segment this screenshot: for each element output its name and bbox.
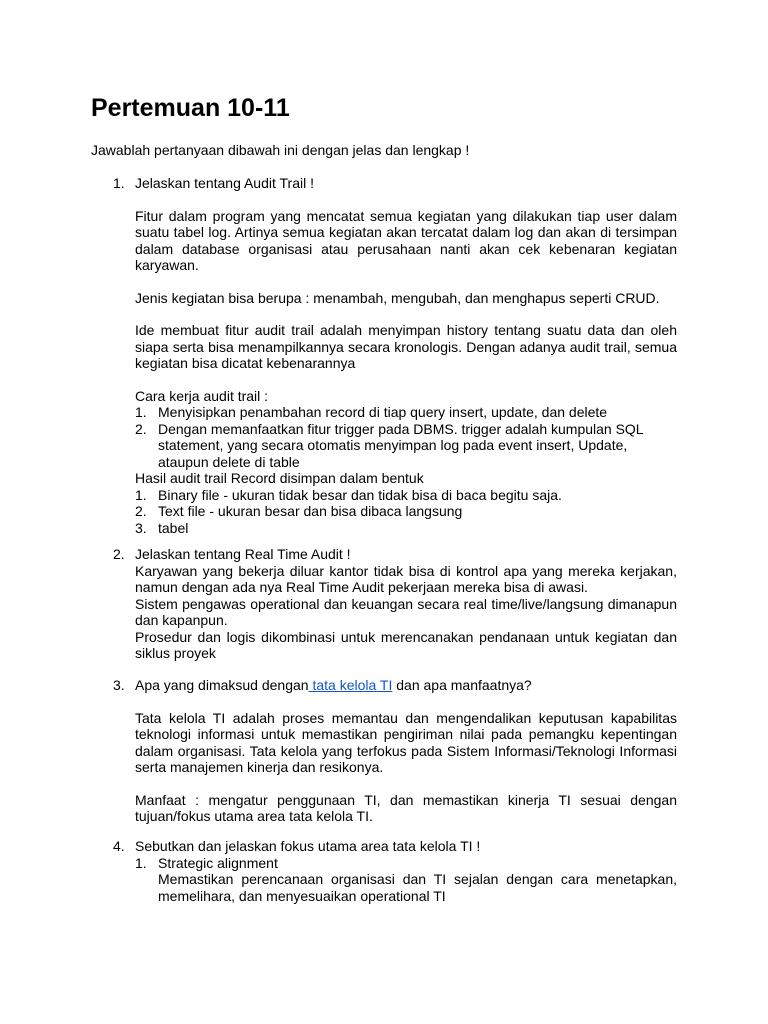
question-text: Apa yang dimaksud dengan tata kelola TI dan apa manfaatnya? [135, 677, 532, 693]
list-item: 2. Text file - ukuran besar dan bisa dibaca langsung [135, 503, 463, 519]
question-1 [91, 175, 677, 536]
question-text: Sebutkan dan jelaskan fokus utama area tata kelola TI ! [135, 838, 481, 854]
list-item: 1. Menyisipkan penambahan record di tiap query insert, update, dan delete [135, 404, 608, 420]
list-item: 2. Dengan memanfaatkan fitur trigger pada DBMS. trigger adalah kumpulan SQL statement, yang secara otomatis menyimpan log pada event insert, Update, ataupun delete di table [135, 420, 644, 470]
hasil-heading: Hasil audit trail Record disimpan dalam bentuk [135, 470, 424, 486]
list-item: 1. Strategic alignment Memastikan perencanaan organisasi dan TI sejalan dengan cara menetapkan, memelihara, dan menyesuaikan operational TI [135, 854, 677, 904]
page-title: Pertemuan 10-11 [91, 94, 290, 122]
list-item: 3. tabel [135, 519, 189, 536]
question-number: 3. [113, 677, 125, 693]
hasil-list [135, 487, 677, 537]
answer-paragraph: Fitur dalam program yang mencatat semua kegiatan yang dilakukan tiap user dalam suatu tabel log. Artinya semua kegiatan akan tercatat dalam log dan akan di tersimpan dalam database organisasi atau perusahaan nanti akan cek kebenaran kegiatan karyawan. [135, 207, 677, 273]
answer-paragraph: Manfaat : mengatur penggunaan TI, dan memastikan kinerja TI sesuai dengan tujuan/fokus utama area tata kelola TI. [135, 791, 677, 824]
cara-list [135, 404, 677, 470]
question-number: 4. [113, 838, 125, 854]
answer-paragraph: Sistem pengawas operational dan keuangan secara real time/live/langsung dimanapun dan kapanpun. [135, 595, 677, 628]
focus-label: Strategic alignment [158, 854, 278, 871]
focus-list [135, 855, 677, 905]
question-number: 1. [113, 175, 125, 191]
answer-paragraph: Ide membuat fitur audit trail adalah menyimpan history tentang suatu data dan oleh siapa serta bisa menampilkannya secara kronologis. Dengan adanya audit trail, semua kegiatan bisa dicatat kebenarannya [135, 322, 677, 371]
answer-paragraph: Prosedur dan logis dikombinasi untuk merencanakan pendanaan untuk kegiatan dan siklus proyek [135, 628, 677, 661]
answer-paragraph: Karyawan yang bekerja diluar kantor tidak bisa di kontrol apa yang mereka kerjakan, namun dengan ada nya Real Time Audit pekerjaan mereka bisa di awasi. [135, 562, 677, 595]
question-text: Jelaskan tentang Real Time Audit ! [135, 546, 351, 562]
answer-paragraph: Tata kelola TI adalah proses memantau dan mengendalikan keputusan kapabilitas teknologi informasi untuk memastikan pengiriman nilai pada pemangku kepentingan dalam organisasi. Tata kelola yang terfokus pada Sistem Informasi/Teknologi Informasi serta manajemen kinerja dan resikonya. [135, 709, 677, 775]
question-4 [91, 838, 677, 904]
list-item: 1. Binary file - ukuran tidak besar dan tidak bisa di baca begitu saja. [135, 486, 562, 503]
question-3 [91, 677, 677, 841]
intro-text: Jawablah pertanyaan dibawah ini dengan jelas dan lengkap ! [91, 142, 470, 158]
question-text: Jelaskan tentang Audit Trail ! [135, 175, 314, 191]
focus-description: Memastikan perencanaan organisasi dan TI sejalan dengan cara menetapkan, memelihara, dan menyesuaikan operational TI [158, 871, 677, 904]
tata-kelola-link[interactable]: tata kelola TI [308, 677, 393, 693]
cara-heading: Cara kerja audit trail : [135, 387, 269, 404]
question-number: 2. [113, 546, 125, 562]
question-2 [91, 546, 677, 662]
answer-paragraph: Jenis kegiatan bisa berupa : menambah, mengubah, dan menghapus seperti CRUD. [135, 289, 660, 306]
